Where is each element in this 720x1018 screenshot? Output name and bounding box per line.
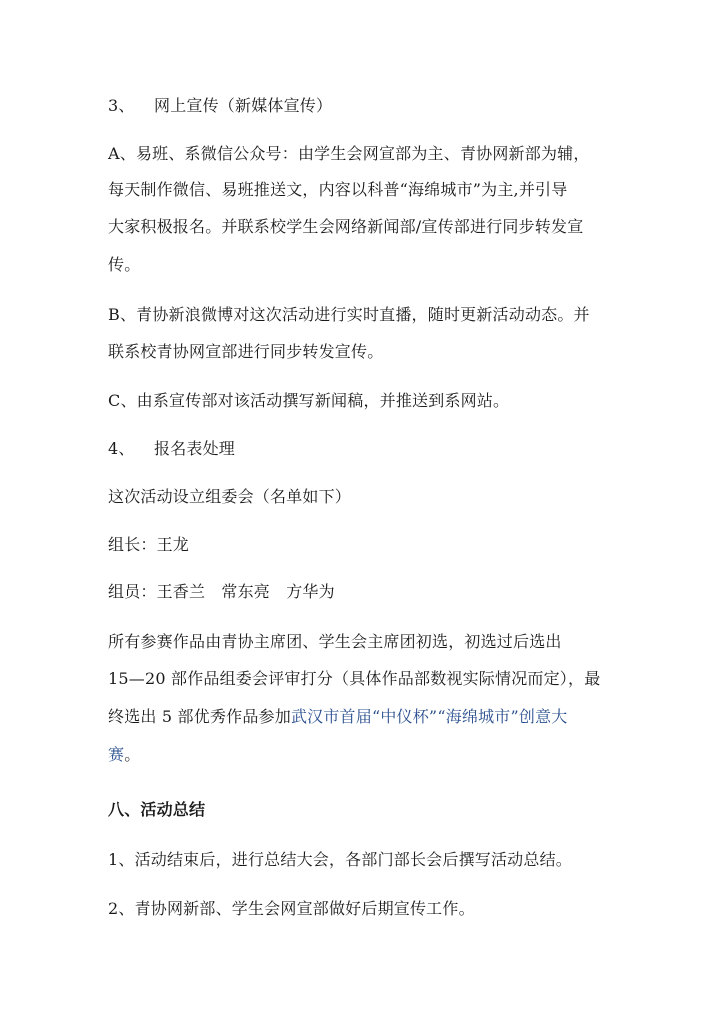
paragraph-line: 大家积极报名。并联系校学生会网络新闻部/宣传部进行同步转发宣 [108, 217, 584, 236]
contest-link[interactable]: 武汉市首届“中仪杯”“海绵城市”创意大 [290, 707, 568, 726]
paragraph-line: 传。 [108, 255, 141, 274]
committee-members: 组员：王香兰 常东亮 方华为 [108, 582, 335, 601]
text-run: 。 [124, 745, 141, 764]
contest-link[interactable]: 赛 [108, 745, 125, 764]
paragraph-line: B、青协新浪微博对这次活动进行实时直播，随时更新活动动态。并 [108, 305, 590, 324]
section-number: 4、 [108, 439, 135, 458]
paragraph-line: 15—20 部作品组委会评审打分（具体作品部数视实际情况而定），最 [108, 669, 601, 688]
paragraph-line: C、由系宣传部对该活动撰写新闻稿，并推送到系网站。 [108, 391, 510, 410]
paragraph-line [108, 745, 628, 765]
summary-item: 1、活动结束后，进行总结大会，各部门部长会后撰写活动总结。 [108, 850, 572, 869]
section-title: 报名表处理 [154, 439, 236, 458]
text-run: 终选出 5 部优秀作品参加 [108, 707, 291, 726]
paragraph-line: 联系校青协网宣部进行同步转发宣传。 [108, 342, 384, 361]
paragraph-line: 所有参赛作品由青协主席团、学生会主席团初选，初选过后选出 [108, 632, 562, 651]
paragraph-line: A、易班、系微信公众号：由学生会网宣部为主、青协网新部为辅， [108, 144, 590, 163]
summary-item: 2、青协网新部、学生会网宣部做好后期宣传工作。 [108, 899, 475, 918]
section-8-heading: 八、活动总结 [108, 800, 206, 819]
committee-leader: 组长：王龙 [108, 535, 190, 554]
committee-intro: 这次活动设立组委会（名单如下） [108, 487, 352, 506]
paragraph-line: 每天制作微信、易班推送文，内容以科普“海绵城市”为主,并引导 [108, 180, 568, 199]
paragraph-line [108, 707, 628, 727]
section-4-heading [108, 439, 628, 459]
section-number: 3、 [108, 96, 135, 115]
section-title: 网上宣传（新媒体宣传） [154, 96, 333, 115]
section-3-heading [108, 96, 628, 116]
